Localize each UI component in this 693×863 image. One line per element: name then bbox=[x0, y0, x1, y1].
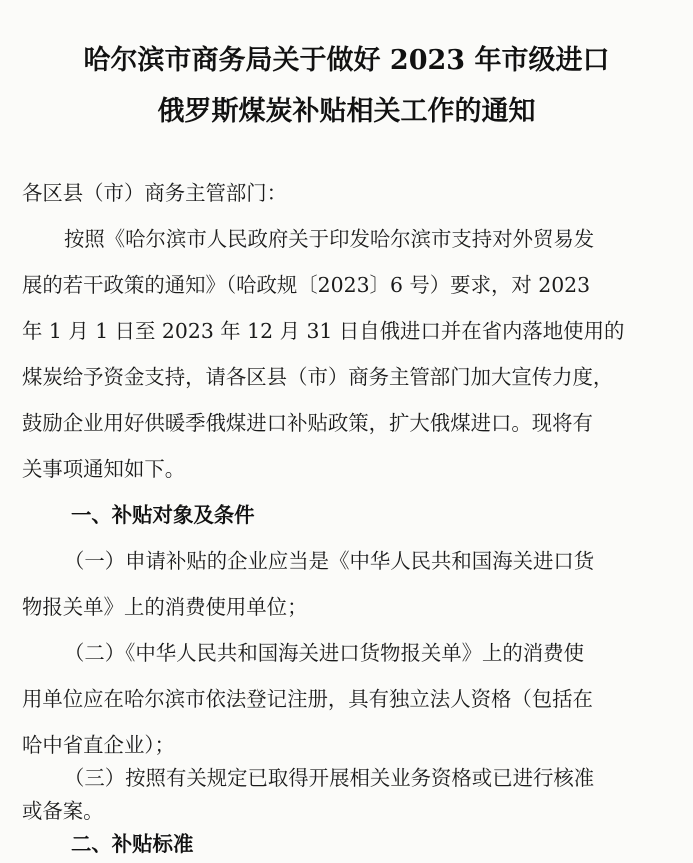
item-2-line-1: （二）《中华人民共和国海关进口货物报关单》上的消费使 bbox=[64, 641, 584, 665]
intro-line-1: 按照《哈尔滨市人民政府关于印发哈尔滨市支持对外贸易发 bbox=[64, 227, 595, 251]
item-1-line-2: 物报关单》上的消费使用单位； bbox=[22, 595, 308, 619]
intro-line-4: 煤炭给予资金支持，请各区县（市）商务主管部门加大宣传力度， bbox=[22, 365, 614, 389]
intro-line-5: 鼓励企业用好供暖季俄煤进口补贴政策，扩大俄煤进口。现将有 bbox=[22, 411, 593, 435]
recipient-line: 各区县（市）商务主管部门： bbox=[22, 181, 288, 205]
item-1-line-1: （一）申请补贴的企业应当是《中华人民共和国海关进口货 bbox=[64, 549, 595, 573]
document-title-line-1: 哈尔滨市商务局关于做好 2023 年市级进口 bbox=[83, 45, 610, 76]
intro-line-6: 关事项通知如下。 bbox=[22, 457, 186, 481]
intro-line-3: 年 1 月 1 日至 2023 年 12 月 31 日自俄进口并在省内落地使用的 bbox=[22, 319, 625, 343]
section-2-heading: 二、补贴标准 bbox=[71, 832, 194, 856]
section-1-heading: 一、补贴对象及条件 bbox=[71, 503, 255, 527]
item-2-line-3: 哈中省直企业）； bbox=[22, 733, 175, 757]
item-2-line-2: 用单位应在哈尔滨市依法登记注册，具有独立法人资格（包括在 bbox=[22, 687, 593, 711]
intro-line-2: 展的若干政策的通知》（哈政规〔2023〕6 号）要求，对 2023 bbox=[22, 273, 591, 297]
item-3-line-1: （三）按照有关规定已取得开展相关业务资格或已进行核准 bbox=[64, 766, 595, 790]
document-title-line-2: 俄罗斯煤炭补贴相关工作的通知 bbox=[157, 96, 536, 127]
item-3-line-2: 或备案。 bbox=[22, 799, 104, 823]
